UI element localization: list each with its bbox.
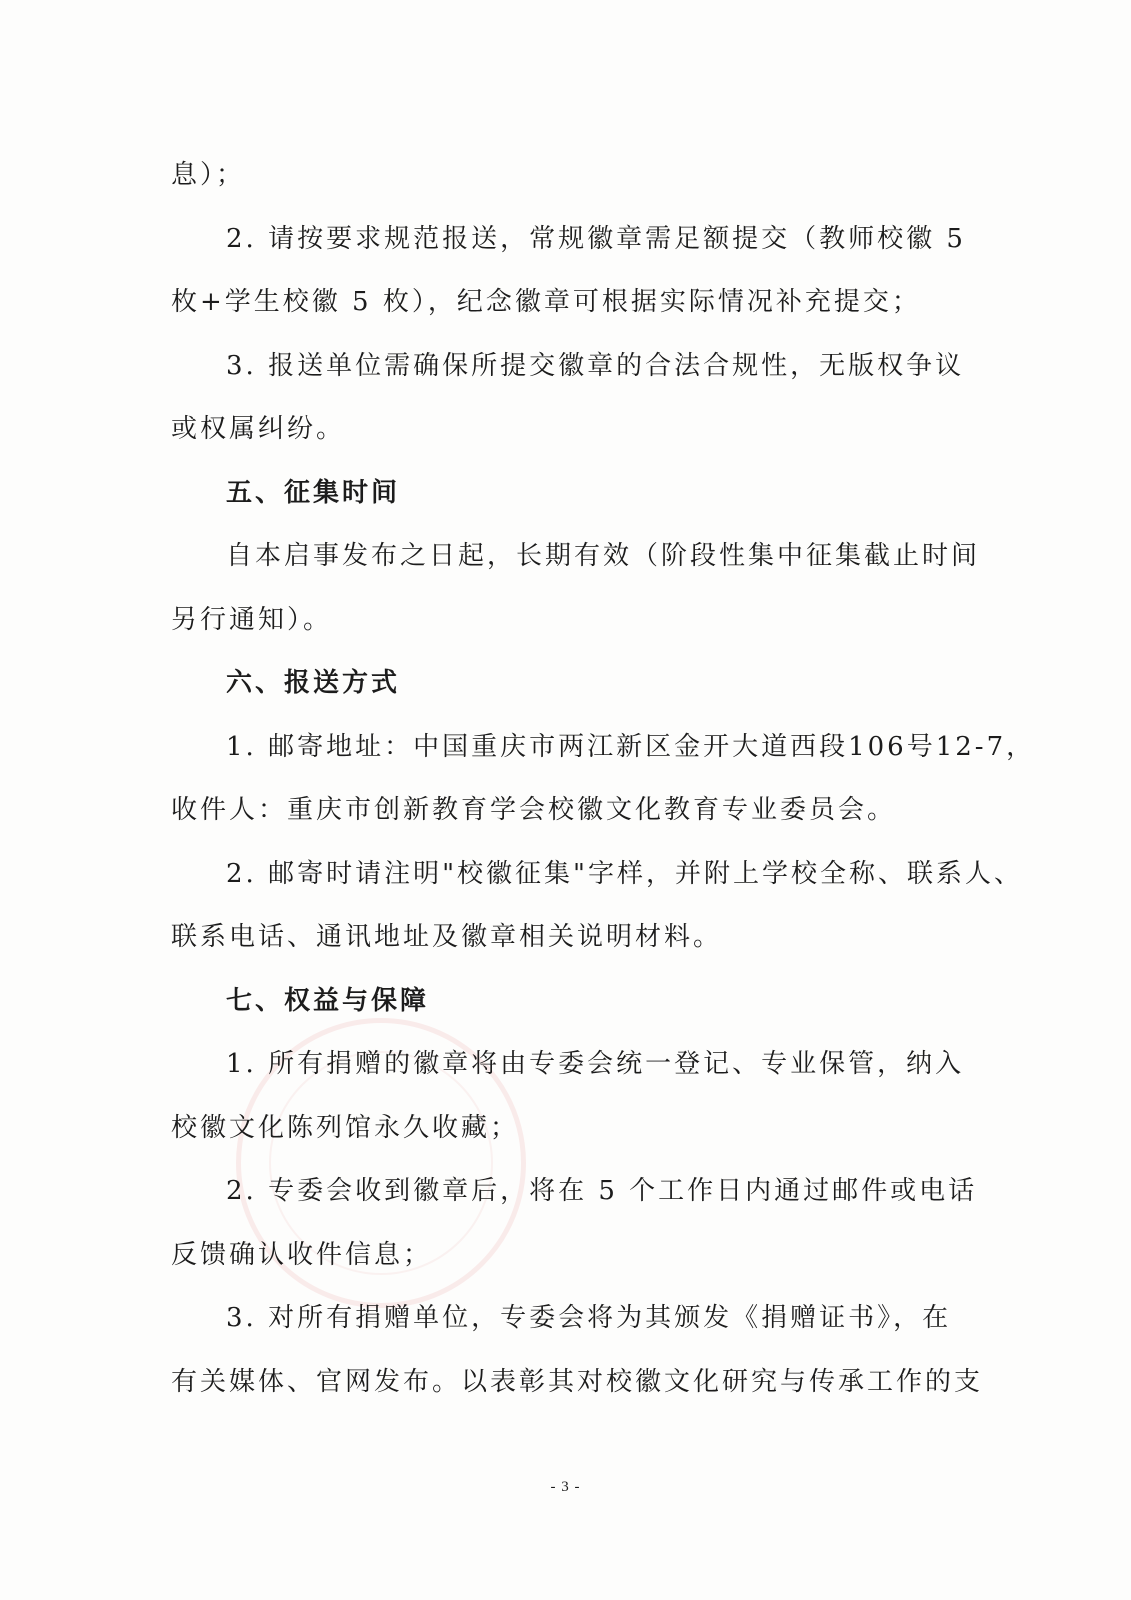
text-line-rights-2-cont: 反馈确认收件信息； <box>171 1240 433 1270</box>
text-line-item-2: 2. 请按要求规范报送，常规徽章需足额提交（教师校徽 5 <box>226 224 966 254</box>
text-line-item-3: 3. 报送单位需确保所提交徽章的合法合规性，无版权争议 <box>226 351 965 381</box>
text-line-rights-1: 1. 所有捐赠的徽章将由专委会统一登记、专业保管，纳入 <box>226 1049 965 1079</box>
text-line-mailing-address: 1. 邮寄地址：中国重庆市两江新区金开大道西段106号12-7， <box>226 732 1036 762</box>
text-line-rights-1-cont: 校徽文化陈列馆永久收藏； <box>171 1113 520 1143</box>
text-line-continuation: 息）； <box>171 160 246 190</box>
page-number: - 3 - <box>550 1479 581 1495</box>
section-heading-5: 五、征集时间 <box>226 478 401 508</box>
text-line-rights-3-cont: 有关媒体、官网发布。以表彰其对校徽文化研究与传承工作的支 <box>171 1367 984 1397</box>
text-line-rights-2: 2. 专委会收到徽章后，将在 5 个工作日内通过邮件或电话 <box>226 1176 978 1206</box>
text-line-rights-3: 3. 对所有捐赠单位，专委会将为其颁发《捐赠证书》，在 <box>226 1303 952 1333</box>
section-heading-7: 七、权益与保障 <box>226 986 430 1016</box>
text-line-collection-time: 自本启事发布之日起，长期有效（阶段性集中征集截止时间 <box>226 541 981 571</box>
text-line-item-2-cont: 枚+学生校徽 5 枚），纪念徽章可根据实际情况补充提交； <box>171 287 921 317</box>
text-line-mailing-note-cont: 联系电话、通讯地址及徽章相关说明材料。 <box>171 922 723 952</box>
text-line-collection-time-cont: 另行通知）。 <box>171 605 333 635</box>
text-line-recipient: 收件人：重庆市创新教育学会校徽文化教育专业委员会。 <box>171 795 897 825</box>
text-line-item-3-cont: 或权属纠纷。 <box>171 414 346 444</box>
text-line-mailing-note: 2. 邮寄时请注明"校徽征集"字样，并附上学校全称、联系人、 <box>226 859 1023 889</box>
section-heading-6: 六、报送方式 <box>226 668 401 698</box>
